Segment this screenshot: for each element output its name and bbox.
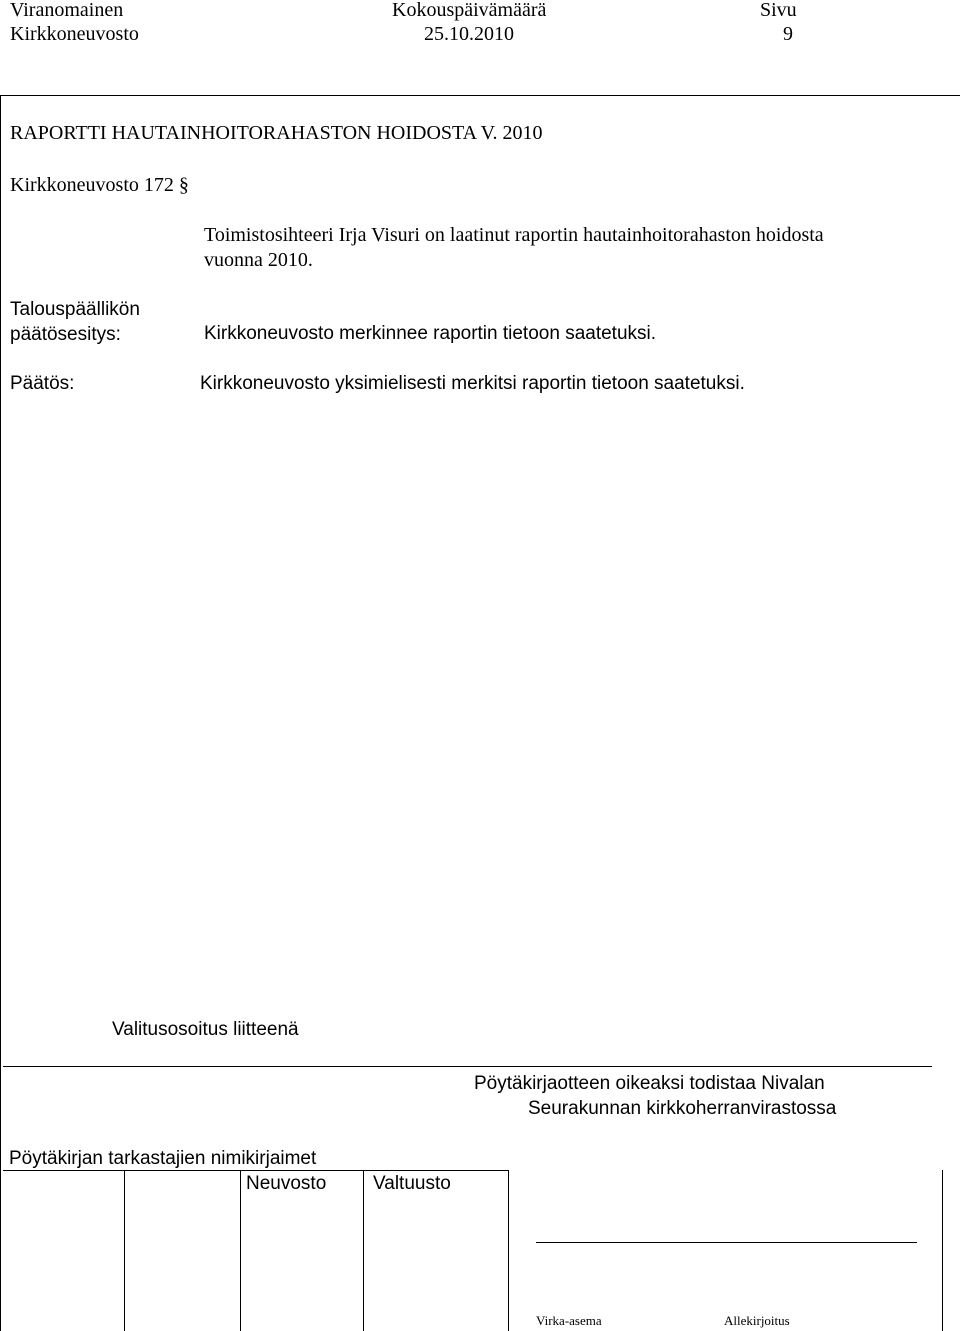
header-divider	[0, 95, 960, 96]
intro-text-line1: Toimistosihteeri Irja Visuri on laatinut raportin hautainhoitorahaston hoidosta	[204, 224, 824, 246]
initials-table-right	[508, 1170, 509, 1331]
certified-line1: Pöytäkirjaotteen oikeaksi todistaa Nivalan	[474, 1073, 825, 1094]
left-border	[0, 95, 1, 1331]
section-number: Kirkkoneuvosto 172 §	[10, 174, 189, 196]
initials-table-divider-3	[363, 1170, 364, 1331]
header-authority-label: Viranomainen	[10, 0, 124, 21]
header-page-value: 9	[783, 23, 793, 45]
proposal-label-line1: Talouspäällikön	[10, 299, 140, 320]
header-authority-value: Kirkkoneuvosto	[10, 23, 139, 45]
proposal-text: Kirkkoneuvosto merkinnee raportin tietoon saatetuksi.	[204, 323, 657, 344]
appeal-note: Valitusosoitus liitteenä	[112, 1019, 299, 1040]
item-title: RAPORTTI HAUTAINHOITORAHASTON HOIDOSTA V. 2010	[10, 122, 543, 144]
signature-label: Allekirjoitus	[724, 1313, 790, 1328]
certified-line2: Seurakunnan kirkkoherranvirastossa	[528, 1098, 837, 1119]
col-council-label: Neuvosto	[246, 1173, 327, 1194]
initials-table-top	[3, 1170, 508, 1171]
proposal-label-line2: päätösesitys:	[10, 324, 121, 345]
position-label: Virka-asema	[536, 1313, 602, 1328]
decision-text: Kirkkoneuvosto yksimielisesti merkitsi raportin tietoon saatetuksi.	[200, 373, 745, 394]
col-assembly-label: Valtuusto	[373, 1173, 451, 1194]
initials-table-divider-1	[124, 1170, 125, 1331]
header-date-label: Kokouspäivämäärä	[392, 0, 547, 21]
footer-divider	[3, 1066, 932, 1067]
signature-box-right	[942, 1170, 943, 1331]
initials-table-divider-2	[240, 1170, 241, 1331]
header-page-label: Sivu	[760, 0, 797, 21]
intro-text-line2: vuonna 2010.	[204, 249, 313, 271]
header-date-value: 25.10.2010	[424, 23, 514, 45]
decision-label: Päätös:	[10, 373, 75, 394]
initials-title: Pöytäkirjan tarkastajien nimikirjaimet	[9, 1148, 317, 1169]
signature-line	[536, 1242, 917, 1243]
